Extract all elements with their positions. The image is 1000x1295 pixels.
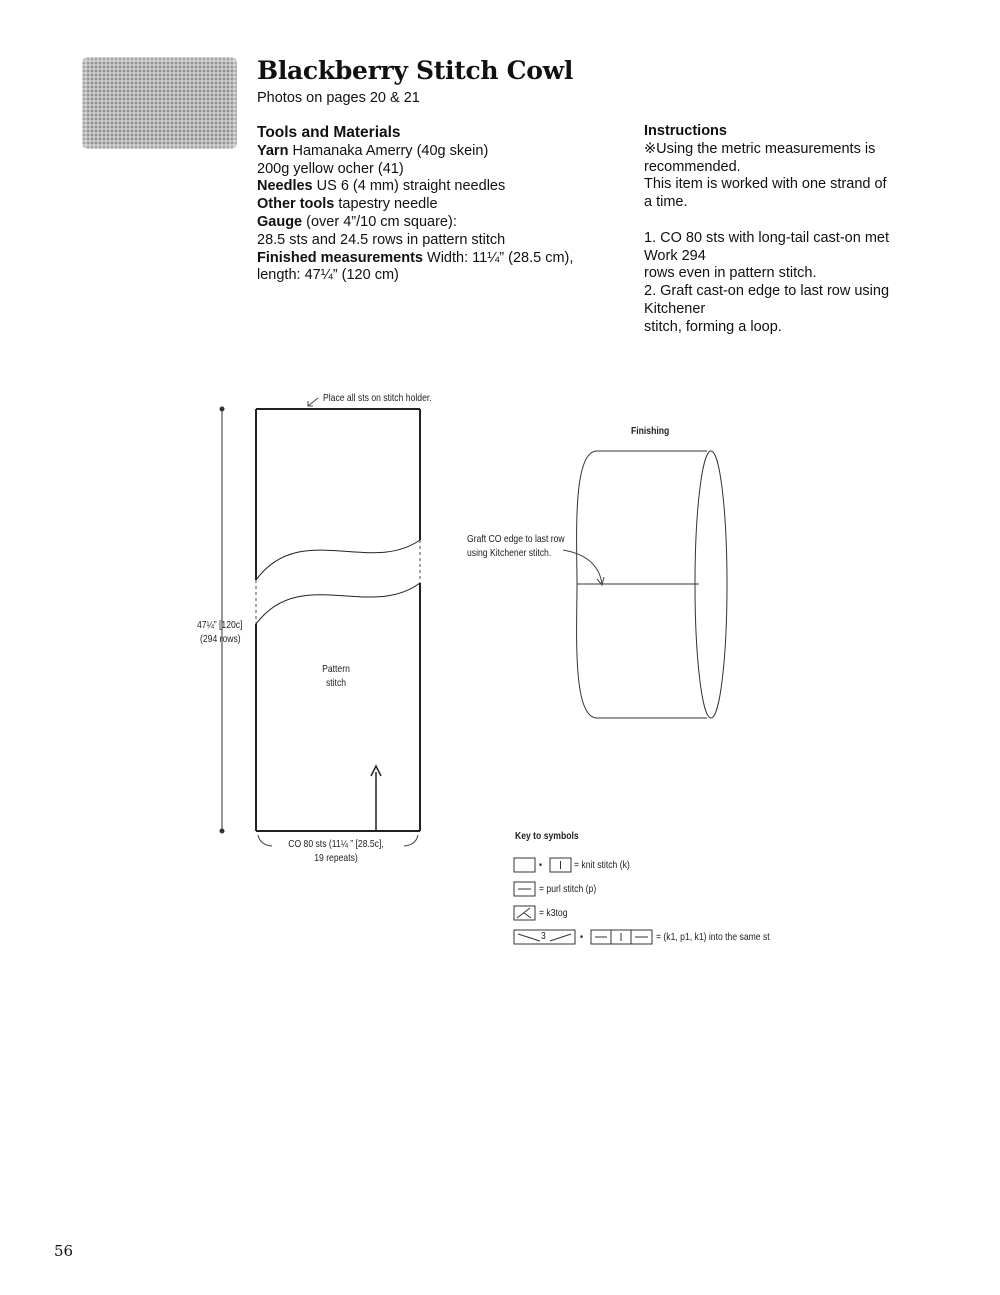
yarn-amount: 200g yellow ocher (41) [257, 160, 404, 177]
instruction-line: stitch, forming a loop. [644, 318, 782, 335]
pattern-label-2: stitch [325, 677, 347, 689]
graft-arrow [563, 550, 604, 585]
finishing-title: Finishing [631, 425, 670, 437]
other-tools-value: tapestry needle [334, 196, 438, 213]
needles-value: US 6 (4 mm) straight needles [312, 178, 506, 195]
instruction-line: a time. [644, 194, 688, 211]
instruction-line: 1. CO 80 sts with long-tail cast-on met [644, 229, 889, 246]
instruction-line: This item is worked with one strand of [644, 176, 887, 193]
finished-length: length: 47¼” (120 cm) [257, 267, 399, 284]
key-inc-number: 3 [541, 930, 546, 942]
key-knit-label: = knit stitch (k) [574, 859, 630, 871]
pattern-label-1: Pattern [322, 663, 350, 675]
co-label-2: 19 repeats) [314, 852, 358, 864]
key-dot: • [539, 859, 543, 871]
page-subtitle: Photos on pages 20 & 21 [257, 90, 420, 106]
instruction-line: Kitchener [644, 300, 706, 317]
key-purl-label: = purl stitch (p) [539, 883, 597, 895]
gauge-detail: 28.5 sts and 24.5 rows in pattern stitch [257, 231, 506, 248]
yarn-label: Yarn [257, 142, 289, 159]
co-label-1: CO 80 sts (11¼ ” [28.5c], [288, 838, 384, 850]
page-number: 56 [54, 1242, 74, 1260]
yarn-value: Hamanaka Amerry (40g skein) [288, 142, 489, 159]
finished-value: Width: 11¼” (28.5 cm), [423, 249, 574, 266]
page-title: Blackberry Stitch Cowl [257, 56, 574, 85]
instruction-line: Work 294 [644, 247, 706, 264]
key-symbol-knit [514, 858, 571, 872]
key-inc-label: = (k1, p1, k1) into the same st [656, 931, 770, 943]
top-note-label: Place all sts on stitch holder. [323, 392, 432, 404]
finished-label: Finished measurements [257, 249, 423, 266]
tools-heading: Tools and Materials [257, 124, 401, 141]
rows-label: (294 rows) [200, 633, 241, 645]
key-symbol-purl [514, 882, 535, 896]
finishing-tube [577, 451, 727, 718]
key-k3tog-label: = k3tog [539, 907, 568, 919]
gauge-value: (over 4”/10 cm square): [302, 213, 457, 230]
length-label: 47¼” [120c] [197, 619, 243, 631]
instruction-line: recommended. [644, 158, 741, 175]
work-direction-arrow [371, 766, 381, 830]
top-note-arrow [308, 398, 318, 406]
graft-label-2: using Kitchener stitch. [467, 547, 552, 559]
graft-label-1: Graft CO edge to last row [467, 533, 565, 545]
instruction-line: rows even in pattern stitch. [644, 265, 817, 282]
other-tools-label: Other tools [257, 196, 335, 213]
key-title: Key to symbols [515, 830, 579, 842]
cowl-rectangle [256, 409, 420, 831]
key-symbol-k3tog [514, 906, 535, 920]
needles-label: Needles [257, 178, 313, 195]
key-dot: • [580, 931, 584, 943]
instruction-line: 2. Graft cast-on edge to last row using [644, 283, 890, 300]
instructions-heading: Instructions [644, 123, 727, 139]
instruction-line: ※Using the metric measurements is [644, 140, 876, 157]
gauge-label: Gauge [257, 213, 303, 230]
